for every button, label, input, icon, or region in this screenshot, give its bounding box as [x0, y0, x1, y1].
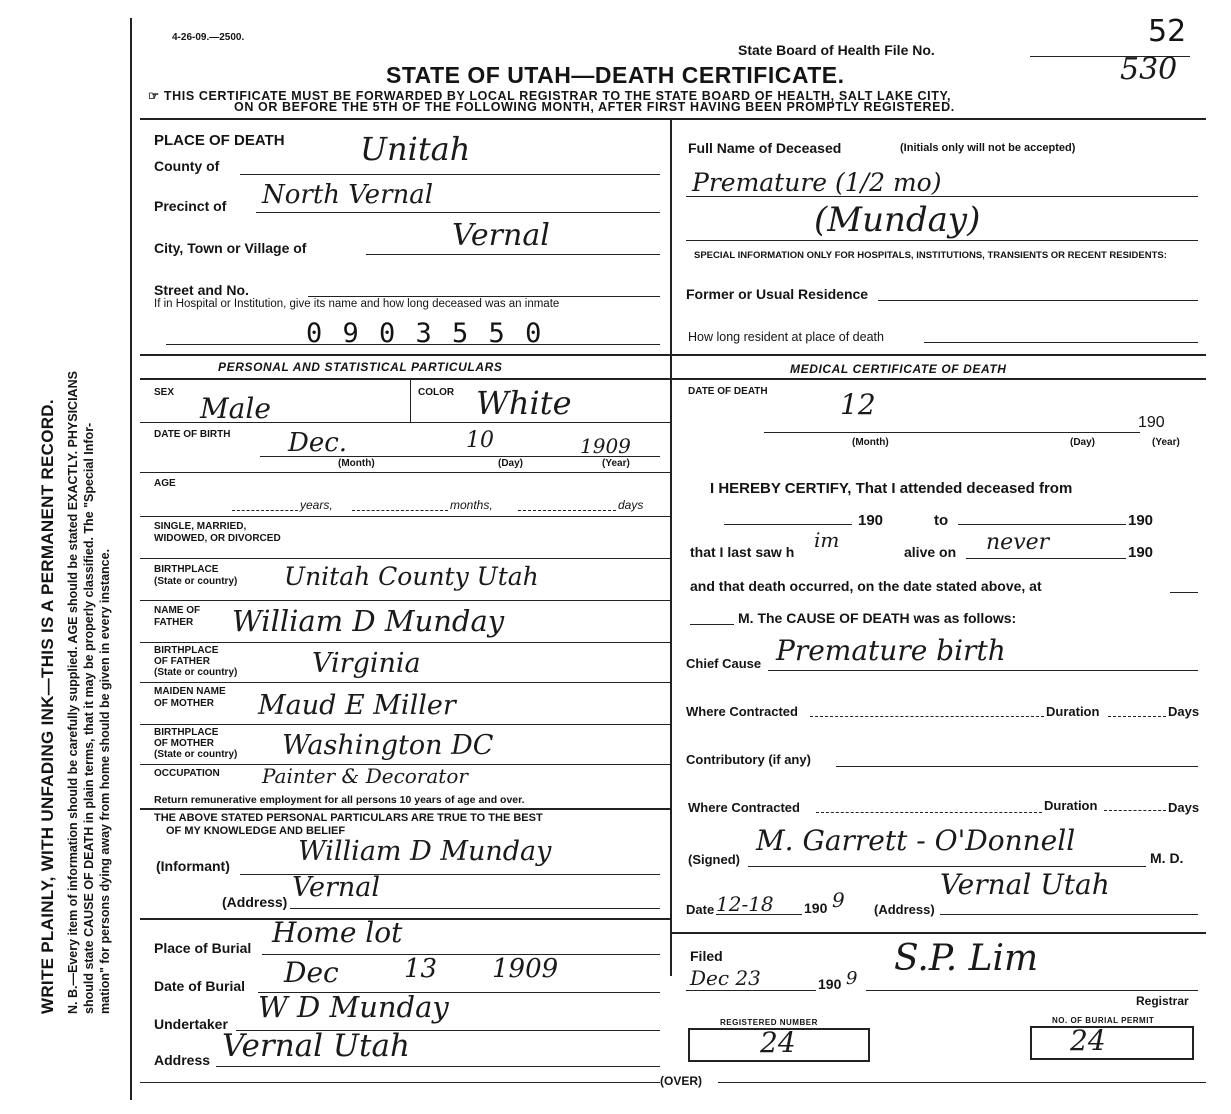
dob-month: Dec.	[288, 428, 348, 458]
burial-date-label: Date of Burial	[154, 978, 246, 994]
county-line	[240, 174, 660, 175]
father-bp-row-line	[140, 682, 670, 683]
section-rule-right2	[670, 378, 1206, 380]
father-label-2: FATHER	[154, 617, 194, 628]
signed-label: (Signed)	[688, 852, 740, 867]
father-bp-label-2: OF FATHER	[154, 656, 210, 667]
true-statement-line2: OF MY KNOWLEDGE AND BELIEF	[166, 825, 346, 837]
md-label: M. D.	[1150, 850, 1184, 866]
cert-address-label: (Address)	[874, 902, 935, 917]
former-residence-line	[878, 300, 1198, 301]
duration-line	[1108, 716, 1166, 717]
occupation-label: OCCUPATION	[154, 768, 220, 779]
mother-label-1: MAIDEN NAME	[154, 686, 226, 697]
alive-on-value: never	[986, 530, 1050, 555]
permit-box	[1030, 1026, 1194, 1060]
occurred-line	[1170, 592, 1198, 593]
city-label: City, Town or Village of	[154, 240, 307, 256]
mother-bp-label-2: OF MOTHER	[154, 738, 214, 749]
father-bp-value: Virginia	[312, 648, 421, 679]
time-line	[690, 624, 734, 625]
dod-value: 12	[840, 388, 876, 421]
attended-from-line	[724, 524, 852, 525]
deceased-name-line2: (Munday)	[814, 200, 981, 240]
burial-address-line	[216, 1066, 660, 1067]
dob-year-caption: (Year)	[602, 458, 630, 469]
occupation-note: Return remunerative employment for all persons 10 years of age and over.	[154, 794, 525, 806]
cert-date-line	[716, 914, 802, 915]
burial-place-line	[262, 954, 660, 955]
certify-text: I HEREBY CERTIFY, That I attended deceased from	[710, 480, 1073, 497]
alive-on-line	[966, 558, 1126, 559]
personal-section-title: PERSONAL AND STATISTICAL PARTICULARS	[218, 360, 503, 374]
days-label: Days	[1168, 704, 1200, 719]
attended-to-line	[958, 524, 1126, 525]
city-line	[366, 254, 660, 255]
filed-line	[686, 990, 816, 991]
true-statement-line1: THE ABOVE STATED PERSONAL PARTICULARS ARE TRUE TO THE BEST	[154, 812, 543, 824]
sidebar-line2: N. B.—Every item of information should be carefully supplied. AGE should be stated EXACTLY. PHYSICIANS	[66, 371, 80, 1014]
sidebar-line1: WRITE PLAINLY, WITH UNFADING INK—THIS IS A PERMANENT RECORD.	[38, 399, 57, 1014]
dod-line	[764, 432, 1140, 433]
undertaker-value: W D Munday	[258, 990, 449, 1024]
footer-line-left	[140, 1082, 660, 1083]
form-code: 4-26-09.—2500.	[172, 32, 245, 43]
permit-value: 24	[1070, 1024, 1106, 1057]
street-line	[308, 296, 660, 297]
father-row-line	[140, 642, 670, 643]
to-label: to	[934, 512, 949, 529]
street-label: Street and No.	[154, 282, 249, 298]
cause-text: M. The CAUSE OF DEATH was as follows:	[738, 610, 1017, 626]
cert-address-line	[940, 914, 1198, 915]
city-value: Vernal	[452, 218, 550, 253]
occupation-row-line	[140, 808, 670, 810]
dod-month-caption: (Month)	[852, 437, 889, 448]
precinct-line	[256, 212, 660, 213]
dob-day: 10	[466, 428, 494, 453]
birthplace-row-line	[140, 600, 670, 601]
where-contracted-2-line	[816, 812, 1042, 813]
age-row-line	[140, 516, 670, 517]
signed-line	[748, 866, 1146, 867]
contributory-label: Contributory (if any)	[686, 752, 811, 767]
where-contracted-2-label: Where Contracted	[688, 800, 800, 815]
mother-value: Maud E Miller	[258, 690, 456, 721]
months-label: months,	[450, 498, 493, 512]
resident-duration-label: How long resident at place of death	[688, 330, 884, 344]
deceased-name-label: Full Name of Deceased	[688, 140, 842, 156]
mother-label-2: OF MOTHER	[154, 698, 214, 709]
chief-cause-label: Chief Cause	[686, 656, 762, 671]
mother-bp-value: Washington DC	[282, 730, 494, 761]
sex-color-divider	[410, 378, 411, 422]
cert-address-value: Vernal Utah	[940, 868, 1110, 901]
sidebar-line4: mation" for persons dying away from home should be given in every instance.	[98, 548, 112, 1014]
burial-address-value: Vernal Utah	[222, 1028, 410, 1064]
color-value: White	[476, 384, 572, 422]
duration-2-line	[1104, 810, 1166, 811]
months-line	[352, 510, 448, 511]
father-bp-label-1: BIRTHPLACE	[154, 645, 219, 656]
registrar-label: Registrar	[1136, 994, 1189, 1008]
mother-bp-label-1: BIRTHPLACE	[154, 727, 219, 738]
cert-date-value: 12-18	[716, 892, 774, 916]
permit-label: NO. OF BURIAL PERMIT	[1052, 1016, 1155, 1025]
father-label-1: NAME OF	[154, 605, 201, 616]
dod-year-caption: (Year)	[1152, 437, 1180, 448]
section-rule-right	[670, 354, 1206, 356]
duration-2-label: Duration	[1044, 798, 1098, 813]
mother-bp-label-3: (State or country)	[154, 749, 238, 760]
registrar-signature: S.P. Lim	[894, 938, 1039, 979]
dob-year: 1909	[580, 434, 631, 458]
county-label: County of	[154, 158, 220, 174]
special-info-label: SPECIAL INFORMATION ONLY FOR HOSPITALS, INSTITUTIONS, TRANSIENTS OR RECENT RESIDENTS:	[694, 250, 1167, 261]
instruction-line2: ON OR BEFORE THE 5TH OF THE FOLLOWING MONTH, AFTER FIRST HAVING BEEN PROMPTLY REGISTERED.	[234, 100, 955, 114]
hospital-label: If in Hospital or Institution, give its name and how long deceased was an inmate	[154, 298, 560, 310]
precinct-label: Precinct of	[154, 198, 227, 214]
burial-place-label: Place of Burial	[154, 940, 252, 956]
file-label: State Board of Health File No.	[738, 42, 935, 58]
cert-date-year-prefix: 190	[804, 900, 828, 916]
deceased-name-note: (Initials only will not be accepted)	[900, 142, 1076, 154]
place-of-death-label: PLACE OF DEATH	[154, 132, 285, 149]
marital-row-line	[140, 558, 670, 559]
occupation-value: Painter & Decorator	[262, 764, 468, 788]
sidebar-line3: should state CAUSE OF DEATH in plain terms, that it may be properly classified. The "Special Infor-	[82, 422, 96, 1014]
over-label: (OVER)	[660, 1074, 702, 1088]
signed-value: M. Garrett - O'Donnell	[756, 824, 1076, 857]
page-title: STATE OF UTAH—DEATH CERTIFICATE.	[386, 62, 845, 88]
contributory-line	[836, 766, 1198, 767]
medical-section-title: MEDICAL CERTIFICATE OF DEATH	[790, 362, 1007, 376]
reg-number-value: 24	[760, 1026, 796, 1059]
marital-label-2: WIDOWED, OR DIVORCED	[154, 533, 281, 544]
occurred-text: and that death occurred, on the date stated above, at	[690, 578, 1042, 594]
cert-date-year: 9	[832, 888, 845, 912]
filing-rule	[670, 932, 1206, 934]
dod-day-caption: (Day)	[1070, 437, 1096, 448]
dob-row-line	[140, 472, 670, 473]
birthplace-value: Unitah County Utah	[284, 562, 539, 591]
file-number-top: 52	[1148, 14, 1187, 49]
footer-line-right	[718, 1082, 1206, 1083]
reg-number-label: REGISTERED NUMBER	[720, 1018, 818, 1027]
where-contracted-line	[810, 716, 1044, 717]
informant-address-label: (Address)	[222, 894, 288, 910]
informant-label: (Informant)	[156, 858, 230, 874]
dob-label: DATE OF BIRTH	[154, 429, 231, 440]
deceased-name-underline2	[686, 240, 1198, 241]
dob-line	[260, 456, 660, 457]
marital-label-1: SINGLE, MARRIED,	[154, 521, 247, 532]
burial-date-year: 1909	[492, 954, 559, 984]
instruction-text1: THIS CERTIFICATE MUST BE FORWARDED BY LOCAL REGISTRAR TO THE STATE BOARD OF HEALTH, SALT LAKE CITY,	[163, 89, 952, 103]
attended-from-year: 190	[858, 512, 884, 529]
burial-date-month: Dec	[284, 956, 339, 989]
where-contracted-label: Where Contracted	[686, 704, 798, 719]
years-line	[232, 510, 298, 511]
sex-label: SEX	[154, 387, 175, 398]
burial-address-label: Address	[154, 1052, 211, 1068]
certificate-stamp-number: 0 9 0 3 5 5 0	[306, 318, 544, 349]
filed-year-prefix: 190	[818, 976, 842, 992]
filed-year: 9	[846, 968, 858, 989]
attended-to-year: 190	[1128, 512, 1154, 529]
color-label: COLOR	[418, 387, 455, 398]
mother-row-line	[140, 724, 670, 725]
birthplace-label-1: BIRTHPLACE	[154, 564, 219, 575]
father-value: William D Munday	[232, 604, 505, 638]
left-border	[130, 18, 132, 1100]
informant-address-value: Vernal	[292, 872, 381, 903]
dod-label: DATE OF DEATH	[688, 386, 768, 397]
alive-on-label: alive on	[904, 544, 957, 560]
section-rule-left	[140, 354, 670, 356]
informant-address-line	[290, 908, 660, 909]
duration-label: Duration	[1046, 704, 1100, 719]
chief-cause-value: Premature birth	[776, 634, 1006, 667]
birthplace-label-2: (State or country)	[154, 576, 238, 587]
burial-place-value: Home lot	[272, 916, 403, 949]
days-label: days	[618, 498, 644, 512]
dob-day-caption: (Day)	[498, 458, 524, 469]
dob-month-caption: (Month)	[338, 458, 375, 469]
sex-row-line	[140, 422, 670, 423]
registrar-line	[866, 990, 1198, 991]
last-saw-label: that I last saw h	[690, 544, 795, 560]
section-rule-left2	[140, 378, 670, 380]
county-value: Unitah	[360, 130, 471, 168]
center-divider	[670, 118, 672, 976]
last-saw-value: im	[814, 528, 840, 552]
filed-value: Dec 23	[690, 966, 761, 990]
cert-date-label: Date	[686, 902, 715, 917]
days-line	[518, 510, 616, 511]
resident-duration-line	[924, 342, 1198, 343]
deceased-name-line1: Premature (1/2 mo)	[692, 168, 942, 197]
age-label: AGE	[154, 478, 176, 489]
burial-date-day: 13	[404, 954, 438, 984]
undertaker-label: Undertaker	[154, 1016, 228, 1032]
years-label: years,	[300, 498, 333, 512]
hand-pointer-icon: ☞	[148, 89, 160, 103]
header-rule	[140, 118, 1206, 120]
alive-on-year: 190	[1128, 544, 1154, 561]
former-residence-label: Former or Usual Residence	[686, 286, 869, 302]
precinct-value: North Vernal	[262, 180, 434, 210]
informant-row-line	[140, 918, 670, 920]
days-2-label: Days	[1168, 800, 1200, 815]
sex-value: Male	[200, 392, 271, 425]
filed-label: Filed	[690, 948, 723, 964]
file-number-bottom: 530	[1120, 52, 1178, 87]
informant-value: William D Munday	[298, 836, 552, 867]
chief-cause-line	[768, 670, 1198, 671]
deceased-name-underline1	[686, 196, 1198, 197]
father-bp-label-3: (State or country)	[154, 667, 238, 678]
dod-year-prefix: 190	[1138, 414, 1165, 431]
